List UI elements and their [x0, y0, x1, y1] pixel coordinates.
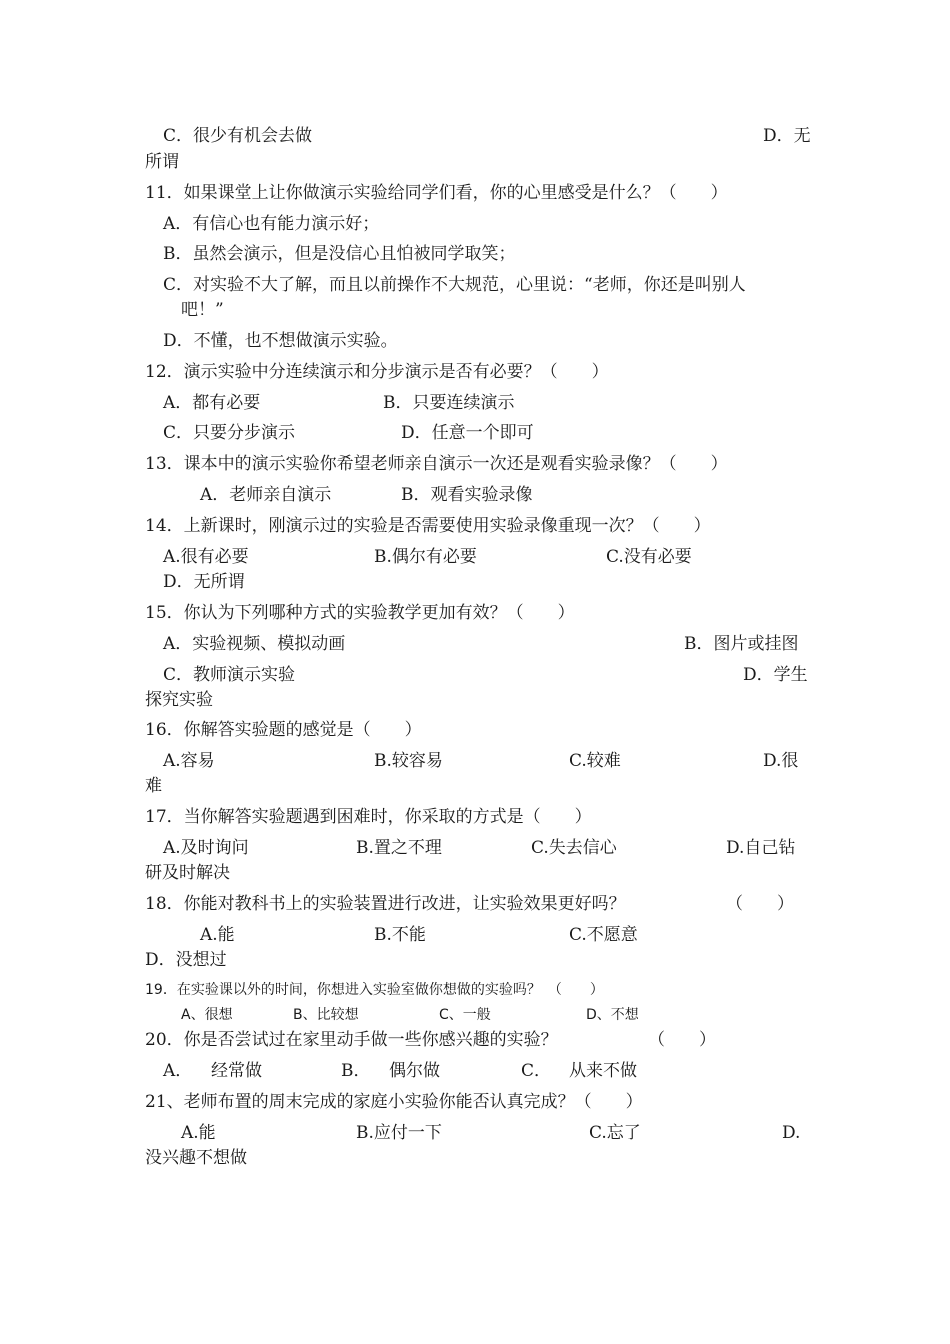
option-b-q12: B．只要连续演示	[383, 393, 515, 413]
option-a-q12: A．都有必要	[163, 393, 261, 413]
question-20-bracket: （ ）	[648, 1030, 716, 1050]
option-a-letter-q20: A．	[163, 1061, 193, 1081]
option-c-q21: C.忘了	[589, 1123, 641, 1143]
question-18-bracket: （ ）	[726, 894, 794, 914]
option-b-q20: 偶尔做	[389, 1061, 440, 1081]
option-c-q12: C．只要分步演示	[163, 423, 296, 443]
question-21: 21、老师布置的周末完成的家庭小实验你能否认真完成？（ ）	[145, 1092, 643, 1112]
question-11: 11．如果课堂上让你做演示实验给同学们看，你的心里感受是什么？（ ）	[145, 183, 728, 203]
option-c-q14: C.没有必要	[606, 547, 692, 567]
option-d-q17: D.自己钻	[726, 838, 796, 858]
option-a-q17: A.及时询问	[163, 838, 249, 858]
option-d-q18: D．没想过	[145, 950, 227, 970]
option-b-q21: B.应付一下	[356, 1123, 442, 1143]
option-d-q17-continued: 研及时解决	[145, 863, 230, 883]
question-13: 13．课本中的演示实验你希望老师亲自演示一次还是观看实验录像？（ ）	[145, 454, 728, 474]
option-b-q13: B．观看实验录像	[401, 485, 533, 505]
option-b-q18: B.不能	[374, 925, 426, 945]
option-a-q20: 经常做	[211, 1061, 262, 1081]
option-b-letter-q20: B．	[341, 1061, 371, 1081]
option-c-q10: C．很少有机会去做	[163, 126, 313, 146]
question-14: 14．上新课时，刚演示过的实验是否需要使用实验录像重现一次？（ ）	[145, 516, 711, 536]
question-19: 19．在实验课以外的时间，你想进入实验室做你想做的实验吗？ （ ）	[145, 982, 604, 998]
option-d-q15-continued: 探究实验	[145, 690, 213, 710]
option-a-q14: A.很有必要	[163, 547, 249, 567]
option-a-q18: A.能	[200, 925, 235, 945]
option-b-q19: B、比较想	[293, 1007, 359, 1023]
option-c-q20: 从来不做	[569, 1061, 637, 1081]
option-a-q16: A.容易	[163, 751, 215, 771]
question-16: 16．你解答实验题的感觉是（ ）	[145, 720, 422, 740]
option-c-q11-continued: 吧！”	[181, 300, 224, 320]
question-18: 18．你能对教科书上的实验装置进行改进，让实验效果更好吗？	[145, 894, 626, 914]
option-c-q19: C、一般	[439, 1007, 491, 1023]
option-a-q19: A、很想	[181, 1007, 233, 1023]
option-b-q14: B.偶尔有必要	[374, 547, 477, 567]
question-20: 20．你是否尝试过在家里动手做一些你感兴趣的实验？	[145, 1030, 558, 1050]
option-b-q15: B．图片或挂图	[684, 634, 799, 654]
option-c-q11: C．对实验不大了解，而且以前操作不大规范，心里说：“老师，你还是叫别人	[163, 275, 746, 295]
option-a-q11: A．有信心也有能力演示好；	[163, 214, 380, 234]
option-d-q15: D．学生	[743, 665, 808, 685]
option-a-q13: A．老师亲自演示	[200, 485, 332, 505]
question-15: 15．你认为下列哪种方式的实验教学更加有效？（ ）	[145, 603, 575, 623]
question-12: 12．演示实验中分连续演示和分步演示是否有必要？（ ）	[145, 362, 609, 382]
option-c-q18: C.不愿意	[569, 925, 638, 945]
option-c-q16: C.较难	[569, 751, 621, 771]
option-d-q16: D.很	[763, 751, 799, 771]
option-d-q16-continued: 难	[145, 776, 162, 796]
option-d-q21-continued: 没兴趣不想做	[145, 1148, 247, 1168]
option-d-q14: D．无所谓	[163, 572, 245, 592]
option-a-q15: A．实验视频、模拟动画	[163, 634, 346, 654]
option-d-q12: D．任意一个即可	[401, 423, 534, 443]
option-d-q10-continued: 所谓	[145, 152, 179, 172]
option-b-q11: B．虽然会演示，但是没信心且怕被同学取笑；	[163, 244, 516, 264]
option-b-q16: B.较容易	[374, 751, 443, 771]
option-d-q11: D．不懂，也不想做演示实验。	[163, 331, 398, 351]
option-a-q21: A.能	[181, 1123, 216, 1143]
option-c-q17: C.失去信心	[531, 838, 617, 858]
option-c-letter-q20: C．	[521, 1061, 552, 1081]
question-17: 17．当你解答实验题遇到困难时，你采取的方式是（ ）	[145, 807, 592, 827]
option-d-q19: D、不想	[586, 1007, 639, 1023]
option-b-q17: B.置之不理	[356, 838, 442, 858]
option-c-q15: C．教师演示实验	[163, 665, 296, 685]
option-d-q10: D．无	[763, 126, 811, 146]
option-d-q21: D.	[782, 1123, 801, 1143]
